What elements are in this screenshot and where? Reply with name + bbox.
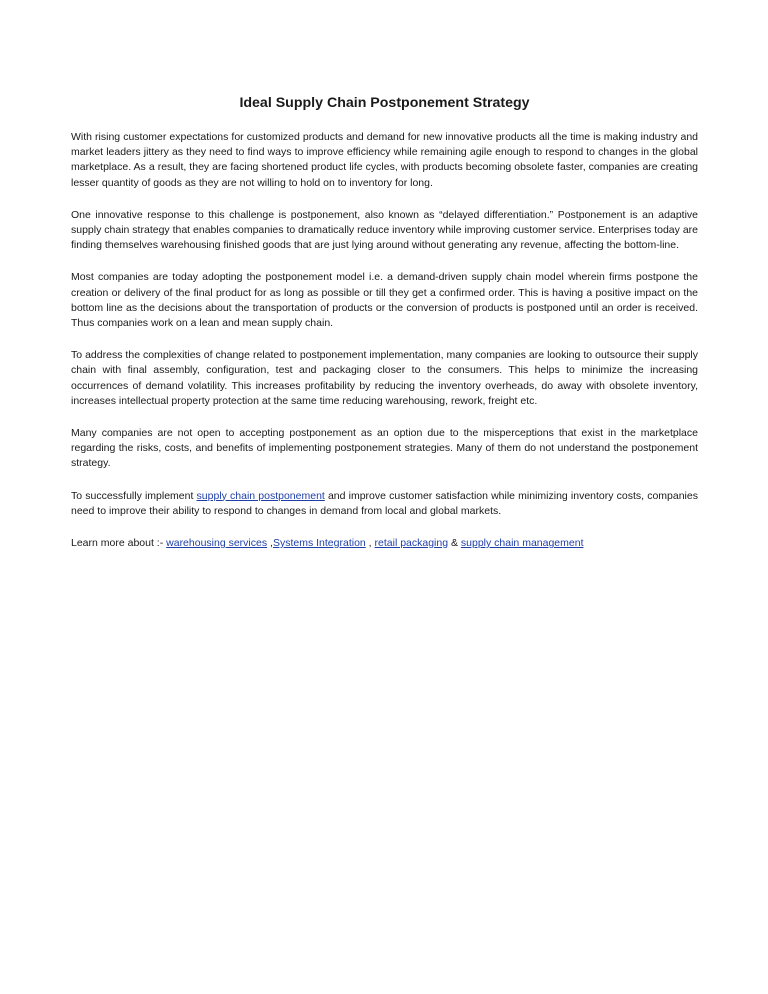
paragraph-demand-driven-model: Most companies are today adopting the postponement model i.e. a demand-driven supply chain model wherein firms postpone the creation or delivery of the final product for as long as possible or till they get a confirmed order. This is having a positive impact on the bottom line as the decisions about the transportation of products or the conversion of products is postponed until an order is received. Thus companies work on a lean and mean supply chain.	[71, 271, 698, 330]
paragraph-implementation	[71, 489, 698, 519]
systems-integration-link[interactable]: Systems Integration	[272, 537, 366, 550]
paragraph-outsourcing: To address the complexities of change related to postponement implementation, many companies are looking to outsource their supply chain with final assembly, configuration, test and packaging closer to the consumers. This helps to minimize the increasing occurrences of demand volatility. This increases profitability by reducing the inventory overheads, do away with obsolete inventory, increases intellectual property protection at the same time reducing warehousing, rework, freight etc.	[71, 349, 698, 407]
paragraph-misperceptions: Many companies are not open to accepting postponement as an option due to the misperceptions that exist in the marketplace regarding the risks, costs, and benefits of implementing postponement strategies. Many of them do not understand the postponement strategy.	[71, 427, 698, 470]
supply-chain-postponement-link[interactable]: supply chain postponement	[196, 489, 325, 502]
learn-more-separator-1: ,	[267, 537, 273, 550]
paragraph-postponement-definition: One innovative response to this challenge is postponement, also known as “delayed differentiation.” Postponement is an adaptive supply chain strategy that enables companies to dramatically reduce inventory while improving customer service. Enterprises today are finding themselves warehousing finished goods that are just lying around without generating any revenue, affecting the bottom-line.	[71, 208, 698, 252]
learn-more-line	[71, 536, 698, 551]
paragraph-intro: With rising customer expectations for customized products and demand for new innovative products all the time is making industry and market leaders jittery as they need to find ways to improve efficiency while remaining agile enough to respond to changes in the global marketplace. As a result, they are facing shortened product life cycles, with products becoming obsolete faster, companies are creating lesser quantity of goods as they are not willing to hold on to inventory for long.	[71, 131, 698, 189]
document-title: Ideal Supply Chain Postponement Strategy	[239, 95, 530, 111]
paragraph-implementation-before: To successfully implement	[71, 489, 197, 502]
supply-chain-management-link[interactable]: supply chain management	[460, 537, 584, 550]
warehousing-services-link[interactable]: warehousing services	[166, 537, 268, 550]
learn-more-separator-2: ,	[365, 537, 375, 550]
retail-packaging-link[interactable]: retail packaging	[374, 537, 449, 550]
paragraph-implementation-after: and improve customer satisfaction while minimizing inventory costs, companies need to improve their ability to respond to changes in demand from local and global markets.	[71, 489, 698, 517]
learn-more-separator-3: &	[448, 537, 461, 550]
learn-more-prefix: Learn more about :-	[71, 537, 167, 550]
